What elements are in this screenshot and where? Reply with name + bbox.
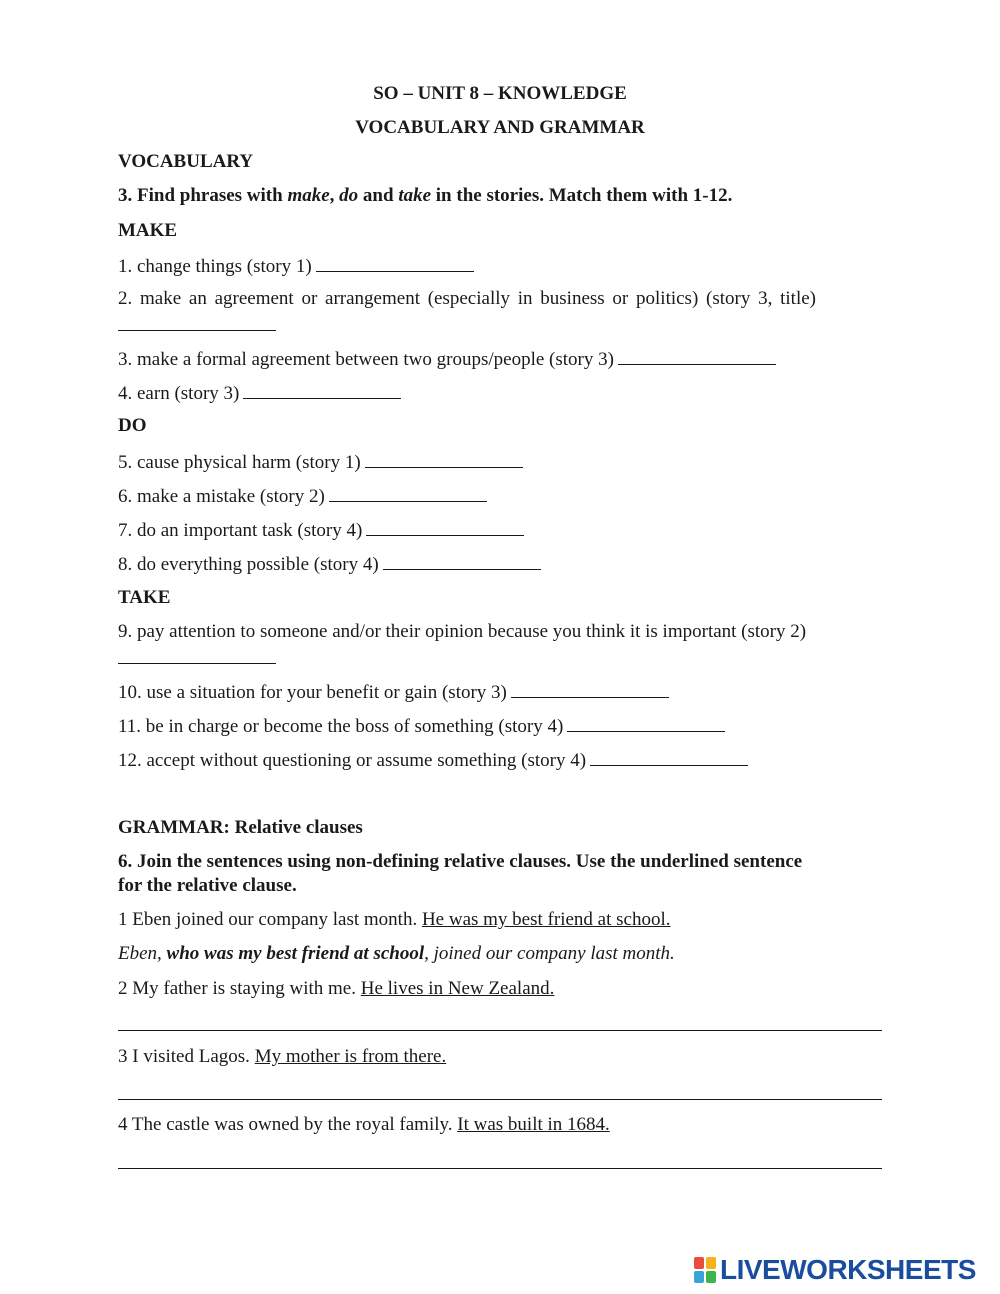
worksheet-title: SO – UNIT 8 – KNOWLEDGE bbox=[373, 83, 627, 104]
answer-text: Eben, bbox=[118, 943, 167, 964]
sentence-text: 2 My father is staying with me. bbox=[118, 978, 361, 999]
vocab-item-text: 3. make a formal agreement between two groups/people (story 3) bbox=[118, 349, 614, 370]
vocab-item-text: 1. change things (story 1) bbox=[118, 256, 312, 277]
sentence-text: 3 I visited Lagos. bbox=[118, 1046, 255, 1067]
vocab-item-11 bbox=[118, 713, 725, 739]
logo-text: LIVEWORKSHEETS bbox=[720, 1254, 976, 1285]
underlined-sentence: He was my best friend at school. bbox=[421, 909, 671, 930]
grammar-heading: GRAMMAR: Relative clauses bbox=[118, 817, 363, 838]
grammar-example-sentence bbox=[118, 908, 670, 932]
answer-blank-2[interactable] bbox=[118, 312, 276, 331]
instruction-word-do: do bbox=[339, 185, 359, 206]
vocab-item-2 bbox=[118, 287, 816, 311]
vocab-item-1 bbox=[118, 253, 474, 279]
grammar-example-answer bbox=[118, 942, 675, 966]
sentence-text: 4 The castle was owned by the royal family. bbox=[118, 1114, 458, 1135]
answer-blank-9[interactable] bbox=[118, 645, 276, 664]
answer-blank-6[interactable] bbox=[329, 483, 487, 502]
logo-square bbox=[694, 1257, 704, 1269]
vocab-item-6 bbox=[118, 483, 487, 509]
answer-line-4[interactable] bbox=[118, 1168, 882, 1169]
answer-blank-11[interactable] bbox=[567, 713, 725, 732]
vocab-item-text: 5. cause physical harm (story 1) bbox=[118, 452, 361, 473]
logo-square bbox=[694, 1271, 704, 1283]
relative-clause: who was my best friend at school bbox=[166, 943, 425, 964]
answer-blank-5[interactable] bbox=[365, 449, 523, 468]
grammar-instruction-line-1: 6. Join the sentences using non-defining relative clauses. Use the underlined sentence bbox=[118, 851, 803, 872]
vocab-item-9 bbox=[118, 620, 806, 644]
answer-blank-3[interactable] bbox=[618, 346, 776, 365]
instruction-word-take: take bbox=[398, 185, 432, 206]
grammar-instruction-line-2: for the relative clause. bbox=[118, 875, 297, 896]
vocab-item-3 bbox=[118, 346, 776, 372]
instruction-word-make: make bbox=[287, 185, 330, 206]
instruction-text: in the stories. Match them with 1-12. bbox=[431, 185, 733, 206]
underlined-sentence: It was built in 1684. bbox=[457, 1114, 610, 1135]
vocab-item-text: 8. do everything possible (story 4) bbox=[118, 554, 379, 575]
vocab-item-9-blank-line bbox=[118, 645, 276, 671]
instruction-text: , bbox=[329, 185, 340, 206]
logo-square bbox=[706, 1257, 716, 1269]
grammar-question-4 bbox=[118, 1113, 610, 1137]
vocab-item-text: 2. make an agreement or arrangement (especially in business or politics) (story 3, title) bbox=[118, 288, 816, 309]
grammar-question-3 bbox=[118, 1045, 446, 1069]
worksheet-subtitle: VOCABULARY AND GRAMMAR bbox=[355, 117, 645, 138]
group-heading-make: MAKE bbox=[118, 220, 178, 241]
sentence-text: 1 Eben joined our company last month. bbox=[118, 909, 422, 930]
vocab-item-8 bbox=[118, 551, 541, 577]
group-heading-take: TAKE bbox=[118, 587, 171, 608]
answer-blank-10[interactable] bbox=[511, 679, 669, 698]
vocab-item-10 bbox=[118, 679, 669, 705]
liveworksheets-logo-icon bbox=[694, 1257, 716, 1283]
vocabulary-instruction bbox=[118, 184, 732, 208]
answer-blank-4[interactable] bbox=[243, 380, 401, 399]
vocab-item-text: 12. accept without questioning or assume something (story 4) bbox=[118, 750, 587, 771]
vocab-item-4 bbox=[118, 380, 401, 406]
liveworksheets-logo bbox=[694, 1255, 976, 1285]
answer-line-2[interactable] bbox=[118, 1030, 882, 1031]
answer-blank-8[interactable] bbox=[383, 551, 541, 570]
vocab-item-5 bbox=[118, 449, 523, 475]
vocab-item-2-blank-line bbox=[118, 312, 276, 338]
grammar-question-2 bbox=[118, 977, 554, 1001]
answer-line-3[interactable] bbox=[118, 1099, 882, 1100]
instruction-text: 3. Find phrases with bbox=[118, 185, 288, 206]
vocab-item-text: 10. use a situation for your benefit or gain (story 3) bbox=[118, 682, 507, 703]
underlined-sentence: My mother is from there. bbox=[254, 1046, 447, 1067]
vocab-item-text: 4. earn (story 3) bbox=[118, 383, 240, 404]
vocab-item-12 bbox=[118, 747, 748, 773]
answer-blank-1[interactable] bbox=[316, 253, 474, 272]
vocab-item-text: 6. make a mistake (story 2) bbox=[118, 486, 325, 507]
vocab-item-text: 9. pay attention to someone and/or their opinion because you think it is important (story 2) bbox=[118, 621, 807, 642]
logo-square bbox=[706, 1271, 716, 1283]
answer-blank-12[interactable] bbox=[590, 747, 748, 766]
underlined-sentence: He lives in New Zealand. bbox=[360, 978, 555, 999]
answer-text: , joined our company last month. bbox=[424, 943, 675, 964]
vocab-item-text: 11. be in charge or become the boss of something (story 4) bbox=[118, 716, 564, 737]
group-heading-do: DO bbox=[118, 415, 147, 436]
vocab-item-7 bbox=[118, 517, 524, 543]
vocabulary-heading: VOCABULARY bbox=[118, 151, 254, 172]
vocab-item-text: 7. do an important task (story 4) bbox=[118, 520, 363, 541]
instruction-text: and bbox=[358, 185, 399, 206]
answer-blank-7[interactable] bbox=[366, 517, 524, 536]
